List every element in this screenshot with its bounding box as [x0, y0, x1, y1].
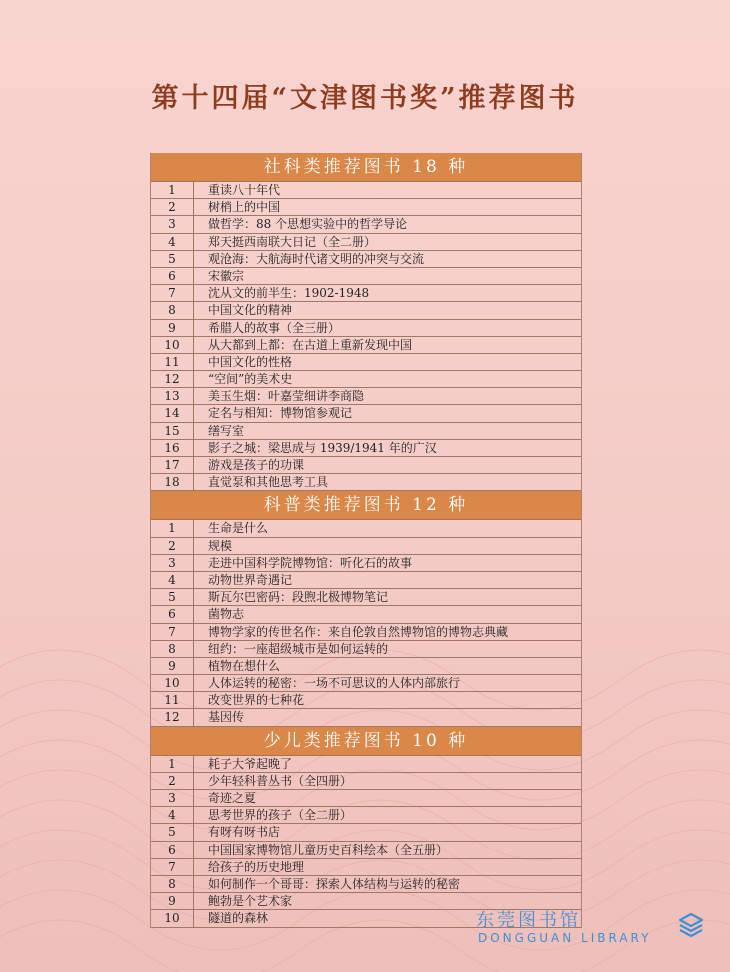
- table-row: [151, 405, 581, 422]
- row-number: 4: [151, 807, 194, 823]
- book-title: “空间”的美术史: [208, 372, 293, 387]
- table-row: [151, 859, 581, 876]
- row-number: 6: [151, 268, 194, 284]
- table-row: [151, 773, 581, 790]
- table-row: [151, 842, 581, 859]
- row-number: 16: [151, 440, 194, 456]
- table-row: [151, 268, 581, 285]
- library-name-cn: 东莞图书馆: [476, 910, 581, 931]
- page-title: 第十四届“文津图书奖”推荐图书: [151, 83, 579, 114]
- row-number: 18: [151, 474, 194, 490]
- section-header: 少儿类推荐图书 10 种: [151, 727, 581, 756]
- row-number: 13: [151, 388, 194, 404]
- row-number: 2: [151, 538, 194, 554]
- book-title: 基因传: [208, 710, 245, 725]
- book-title: 中国文化的精神: [208, 303, 293, 318]
- table-row: [151, 824, 581, 841]
- book-title: 做哲学：88 个思想实验中的哲学导论: [208, 217, 408, 232]
- table-row: [151, 520, 581, 537]
- book-title: 有呀有呀书店: [208, 825, 281, 840]
- book-title: 隧道的森林: [208, 911, 269, 926]
- table-row: [151, 807, 581, 824]
- table-row: [151, 538, 581, 555]
- table-row: [151, 555, 581, 572]
- library-logo: [476, 906, 716, 956]
- book-list-table: [150, 153, 582, 928]
- table-row: [151, 457, 581, 474]
- table-row: [151, 285, 581, 302]
- row-number: 8: [151, 641, 194, 657]
- book-title: 重读八十年代: [208, 183, 281, 197]
- row-number: 5: [151, 824, 194, 840]
- table-row: [151, 320, 581, 337]
- book-title: 纽约：一座超级城市是如何运转的: [208, 641, 389, 656]
- table-row: [151, 423, 581, 440]
- book-title: 斯瓦尔巴密码：段煦北极博物笔记: [208, 590, 389, 605]
- book-title: 动物世界奇遇记: [208, 572, 293, 587]
- row-number: 3: [151, 790, 194, 806]
- table-row: [151, 876, 581, 893]
- book-title: 希腊人的故事（全三册）: [208, 320, 341, 335]
- book-title: 植物在想什么: [208, 658, 281, 673]
- table-row: [151, 216, 581, 233]
- row-number: 15: [151, 423, 194, 439]
- book-title: 从大都到上都：在古道上重新发现中国: [208, 337, 413, 352]
- row-number: 4: [151, 572, 194, 588]
- table-row: [151, 474, 581, 491]
- book-title: 游戏是孩子的功课: [208, 458, 305, 472]
- row-number: 11: [151, 692, 194, 708]
- row-number: 9: [151, 658, 194, 674]
- book-title: 直觉泵和其他思考工具: [208, 475, 329, 490]
- table-row: [151, 790, 581, 807]
- row-number: 8: [151, 302, 194, 318]
- row-number: 10: [151, 910, 194, 926]
- row-number: 1: [151, 520, 194, 536]
- row-number: 7: [151, 859, 194, 875]
- table-row: [151, 440, 581, 457]
- book-title: 宋徽宗: [208, 268, 245, 283]
- row-number: 6: [151, 606, 194, 622]
- book-title: 沈从文的前半生：1902-1948: [208, 286, 370, 301]
- row-number: 3: [151, 555, 194, 571]
- book-title: 鲍勃是个艺术家: [208, 894, 293, 909]
- table-row: [151, 709, 581, 726]
- table-row: [151, 756, 581, 773]
- table-row: [151, 624, 581, 641]
- book-title: 中国文化的性格: [208, 354, 293, 369]
- book-title: 人体运转的秘密：一场不可思议的人体内部旅行: [208, 676, 461, 691]
- table-row: [151, 302, 581, 319]
- row-number: 10: [151, 337, 194, 353]
- row-number: 3: [151, 216, 194, 232]
- book-title: 规模: [208, 538, 233, 553]
- row-number: 5: [151, 589, 194, 605]
- table-row: [151, 234, 581, 251]
- row-number: 6: [151, 842, 194, 858]
- book-title: 缮写室: [208, 423, 245, 438]
- table-row: [151, 371, 581, 388]
- book-title: 美玉生烟：叶嘉莹细讲李商隐: [208, 389, 365, 404]
- table-row: [151, 572, 581, 589]
- book-title: 思考世界的孩子（全二册）: [208, 808, 353, 823]
- book-title: 少年轻科普丛书（全四册）: [208, 773, 353, 788]
- table-row: [151, 354, 581, 371]
- table-row: [151, 199, 581, 216]
- row-number: 11: [151, 354, 194, 370]
- library-name-en: DONGGUAN LIBRARY: [478, 931, 652, 945]
- book-title: 定名与相知：博物馆参观记: [208, 406, 353, 421]
- table-row: [151, 251, 581, 268]
- table-row: [151, 641, 581, 658]
- row-number: 12: [151, 709, 194, 725]
- row-number: 5: [151, 251, 194, 267]
- book-title: 改变世界的七种花: [208, 693, 305, 708]
- table-row: [151, 692, 581, 709]
- row-number: 7: [151, 624, 194, 640]
- row-number: 9: [151, 320, 194, 336]
- row-number: 14: [151, 405, 194, 421]
- book-title: 郑天挺西南联大日记（全二册）: [208, 234, 377, 249]
- table-row: [151, 182, 581, 199]
- row-number: 2: [151, 199, 194, 215]
- book-title: 影子之城：梁思成与 1939/1941 年的广汉: [208, 440, 437, 455]
- book-title: 给孩子的历史地理: [208, 859, 305, 874]
- book-title: 奇迹之夏: [208, 791, 257, 805]
- table-row: [151, 337, 581, 354]
- section-header: 科普类推荐图书 12 种: [151, 491, 581, 520]
- row-number: 17: [151, 457, 194, 473]
- book-title: 树梢上的中国: [208, 200, 281, 215]
- row-number: 1: [151, 756, 194, 772]
- section-header: 社科类推荐图书 18 种: [151, 153, 581, 182]
- row-number: 7: [151, 285, 194, 301]
- book-title: 中国国家博物馆儿童历史百科绘本（全五册）: [208, 842, 449, 857]
- row-number: 4: [151, 234, 194, 250]
- book-title: 如何制作一个哥哥：探索人体结构与运转的秘密: [208, 876, 461, 891]
- table-row: [151, 606, 581, 623]
- book-title: 观沧海：大航海时代诸文明的冲突与交流: [208, 251, 425, 266]
- table-row: [151, 388, 581, 405]
- row-number: 10: [151, 675, 194, 691]
- row-number: 1: [151, 182, 194, 198]
- table-row: [151, 675, 581, 692]
- table-row: [151, 658, 581, 675]
- stacked-books-icon: [677, 911, 705, 939]
- row-number: 8: [151, 876, 194, 892]
- table-row: [151, 589, 581, 606]
- book-title: 耗子大爷起晚了: [208, 756, 293, 771]
- book-title: 菌物志: [208, 607, 245, 622]
- book-title: 走进中国科学院博物馆：听化石的故事: [208, 555, 413, 570]
- book-title: 生命是什么: [208, 521, 269, 536]
- row-number: 2: [151, 773, 194, 789]
- row-number: 9: [151, 893, 194, 909]
- row-number: 12: [151, 371, 194, 387]
- book-title: 博物学家的传世名作：来自伦敦自然博物馆的博物志典藏: [208, 624, 509, 639]
